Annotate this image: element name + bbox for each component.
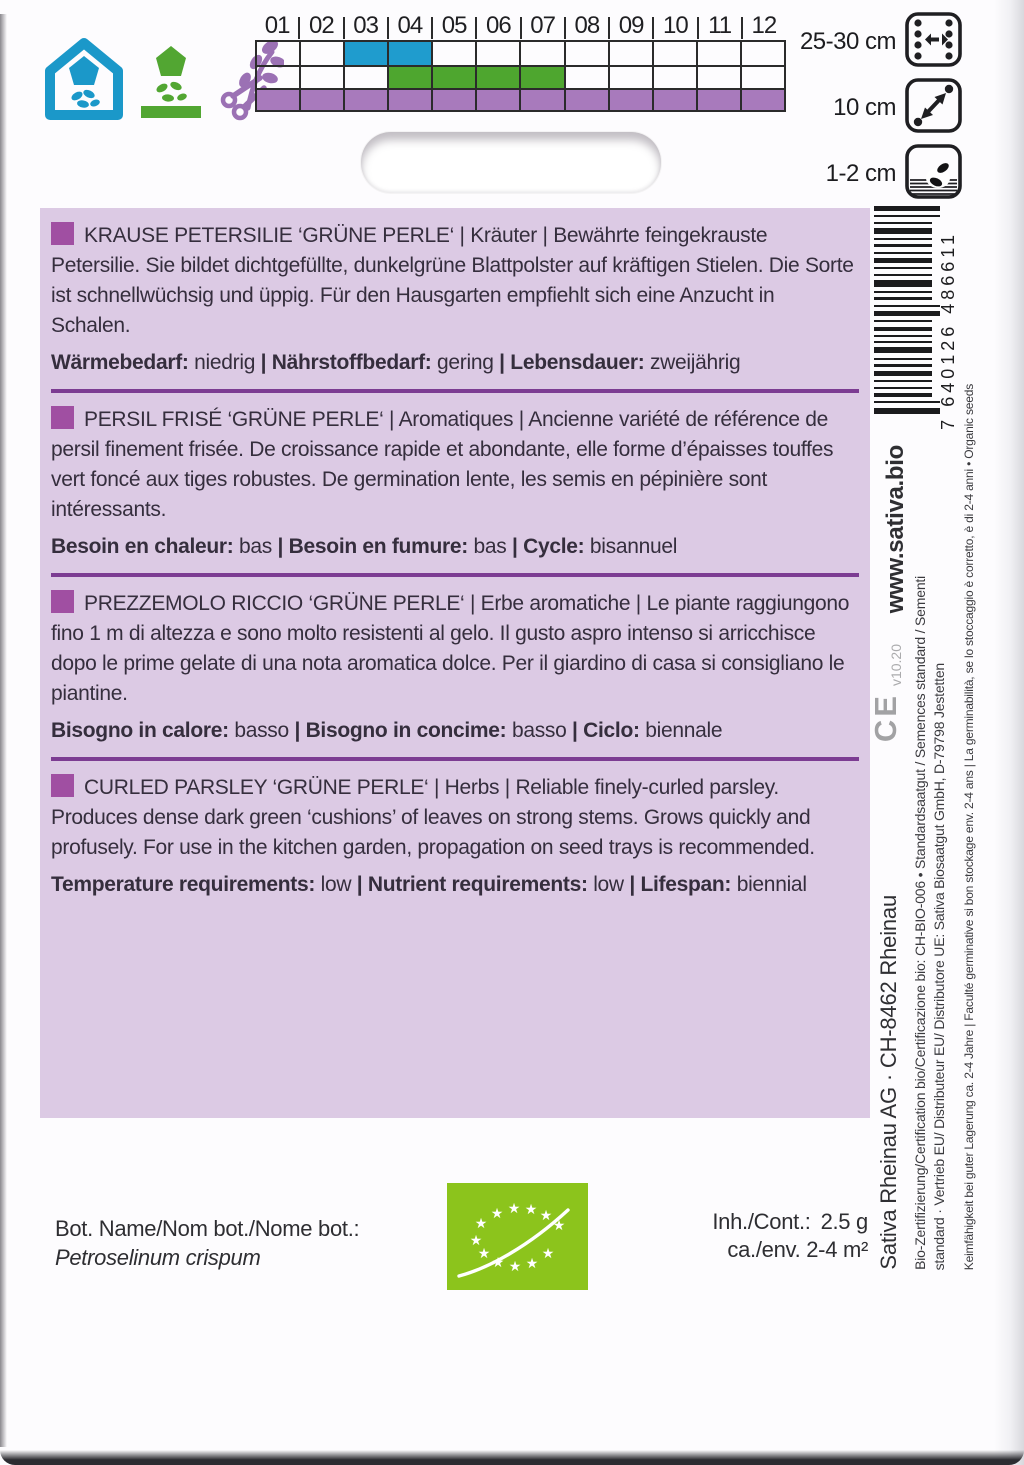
barcode-bar — [874, 228, 932, 234]
calendar-month-label: 02 — [299, 12, 343, 40]
calendar-cell — [742, 67, 784, 88]
calendar-month-label: 11 — [698, 12, 742, 40]
barcode-bar — [874, 222, 932, 224]
lang-section-fr: PERSIL FRISÉ ‘GRÜNE PERLE‘ | Aromatiques | Ancienne variété de référence de persil finement frisée. De croissance rapide et abondante, elle forme d’épaisses touffes vert foncé aux tiges robustes. De germination lente, les semis en pépinière sont intéressants. Besoin en chaleur: bas | Besoin en fumure: bas | Cycle: bisannuel — [51, 405, 859, 561]
section-title: PREZZEMOLO RICCIO ‘GRÜNE PERLE‘ — [84, 592, 465, 615]
section-attributes: Wärmebedarf: niedrig | Nährstoffbedarf: gering | Lebensdauer: zweijährig — [51, 351, 741, 374]
calendar-cell — [257, 67, 301, 88]
calendar-cell — [345, 90, 389, 110]
section-separator — [51, 389, 859, 393]
attribute-value: biennale — [645, 719, 723, 742]
barcode-bar — [874, 297, 932, 300]
attribute-value: basso — [511, 719, 567, 742]
attribute-label: Lifespan: — [640, 873, 732, 896]
calendar-cell — [610, 42, 654, 65]
calendar-row-harvest — [257, 88, 784, 110]
barcode-bar — [874, 244, 932, 247]
company-address: Sativa Rheinau AG · CH-8462 Rheinau — [876, 895, 901, 1270]
barcode-bar — [874, 387, 932, 389]
row-spacing-icon — [905, 12, 962, 72]
svg-text:★: ★ — [524, 1202, 538, 1218]
calendar-cell — [566, 42, 610, 65]
section-body: Bewährte feingekrauste Petersilie. Sie bildet dichtgefüllte, dunkelgrüne Blattpolster auf kräftigen Stielen. Die Sorte ist schnellwüchsig und üppig. Für den Hausgarten empfiehlt sich eine Anzucht in Schalen. — [51, 224, 854, 337]
calendar-cell — [742, 90, 784, 110]
barcode-bar — [874, 393, 932, 397]
barcode-bar — [874, 252, 932, 254]
barcode-bar — [874, 364, 932, 367]
calendar-cell — [698, 42, 742, 65]
calendar-month-label: 05 — [432, 12, 476, 40]
botanical-name: Petroselinum crispum — [55, 1245, 261, 1270]
section-category: Aromatiques — [398, 408, 514, 431]
barcode-bar — [874, 320, 932, 322]
calendar-cell — [257, 42, 301, 65]
calendar-cell — [698, 67, 742, 88]
attribute-label: Nährstoffbedarf: — [271, 351, 432, 374]
attribute-label: Nutrient requirements: — [367, 873, 588, 896]
calendar-cell — [521, 90, 565, 110]
section-separator — [51, 573, 859, 577]
botanical-name-label: Bot. Name/Nom bot./Nome bot.: — [55, 1216, 360, 1241]
section-body: Ancienne variété de référence de persil finement frisée. De croissance rapide et abondante, elle forme d’épaisses touffes vert foncé aux tiges robustes. De germination lente, les semis en pépinière sont intéressants. — [51, 408, 834, 521]
calendar-month-label: 01 — [264, 12, 290, 39]
attribute-value: low — [593, 873, 624, 896]
calendar-cell — [610, 67, 654, 88]
section-body: Reliable finely-curled parsley. Produces dense dark green ‘cushions’ of leaves on strong stems. Grows quickly and profusely. For use in the kitchen garden, propagation on seed trays is recommended. — [51, 776, 815, 859]
calendar-cell — [389, 42, 433, 65]
section-bullet — [51, 406, 74, 429]
sowing-depth-value: 1-2 cm — [825, 160, 896, 187]
plant-spacing-value: 10 cm — [833, 94, 896, 121]
attribute-value: zweijährig — [649, 351, 741, 374]
photo-bottom-edge — [0, 1450, 1024, 1465]
barcode-bar — [874, 280, 932, 287]
calendar-month-label: 12 — [742, 12, 786, 40]
svg-text:★: ★ — [490, 1206, 504, 1222]
section-category: Kräuter — [470, 224, 537, 247]
attribute-value: biennial — [736, 873, 807, 896]
calendar-cell — [257, 90, 301, 110]
barcode-bar — [874, 371, 932, 376]
calendar-cell — [389, 90, 433, 110]
calendar-cell — [433, 67, 477, 88]
barcode-bar — [874, 258, 932, 263]
photo-right-edge — [994, 0, 1024, 1465]
calendar-month-label: 07 — [521, 12, 565, 40]
barcode-bar — [874, 401, 940, 403]
calendar-cell — [742, 42, 784, 65]
hang-hole — [360, 131, 662, 194]
attribute-value: low — [320, 873, 352, 896]
description-panel — [40, 208, 870, 1118]
calendar-cell — [433, 90, 477, 110]
calendar-cell — [521, 67, 565, 88]
calendar-cell — [477, 90, 521, 110]
lang-section-it: PREZZEMOLO RICCIO ‘GRÜNE PERLE‘ | Erbe aromatiche | Le piante raggiungono fino 1 m di altezza e sono molto resistenti al gelo. Il gusto aspro intenso si arricchisce dopo le prime gelate di una nota aromatica dolce. Per il giardino di casa si consigliano le piantine. Bisogno in calore: basso | Bisogno in concime: basso | Ciclo: biennale — [51, 589, 859, 745]
calendar-cell — [654, 42, 698, 65]
sowing-depth — [796, 144, 962, 204]
attribute-label: Bisogno in concime: — [305, 719, 507, 742]
barcode-bar — [874, 238, 932, 240]
ce-version: v10.20 — [888, 643, 904, 686]
svg-text:★: ★ — [507, 1201, 521, 1217]
sowing-depth-icon — [905, 144, 962, 204]
barcode-bar — [874, 267, 932, 269]
calendar-cell — [566, 90, 610, 110]
attribute-value: bas — [239, 535, 272, 558]
content-info — [712, 1208, 868, 1264]
germination-note: Keimfähigkeit bei guter Lagerung ca. 2-4 Jahre | Faculté germinative si bon stockage env. 2-4 ans | La germinabilità, se lo stoccaggio è corretto, è di 2-4 anni • Organic seeds — [962, 383, 976, 1270]
section-title: CURLED PARSLEY ‘GRÜNE PERLE‘ — [84, 776, 429, 799]
barcode-bar — [874, 380, 932, 382]
calendar-cell — [610, 90, 654, 110]
section-separator — [51, 757, 859, 761]
calendar-cell — [301, 42, 345, 65]
barcode-bar — [874, 215, 940, 217]
eu-organic-logo — [447, 1183, 588, 1295]
attribute-label: Cycle: — [523, 535, 585, 558]
calendar-month-label: 03 — [344, 12, 388, 40]
calendar-cell — [345, 42, 389, 65]
calendar-cell — [389, 67, 433, 88]
website-url: www.sativa.bio — [882, 444, 909, 613]
calendar-cell — [654, 67, 698, 88]
section-title: PERSIL FRISÉ ‘GRÜNE PERLE‘ — [84, 408, 384, 431]
attribute-value: basso — [234, 719, 289, 742]
barcode-bar — [874, 311, 940, 316]
plant-spacing-icon — [905, 78, 962, 138]
lang-section-en: CURLED PARSLEY ‘GRÜNE PERLE‘ | Herbs | Reliable finely-curled parsley. Produces dense dark green ‘cushions’ of leaves on strong stems. Grows quickly and profusely. For use in the kitchen garden, propagation on seed trays is recommended. Temperature requirements: low | Nutrient requirements: low | Lifespan: biennial — [51, 773, 859, 899]
section-attributes: Temperature requirements: low | Nutrient requirements: low | Lifespan: biennial — [51, 873, 807, 896]
attribute-label: Ciclo: — [583, 719, 640, 742]
calendar-month-label: 06 — [476, 12, 520, 40]
calendar-cell — [433, 42, 477, 65]
attribute-label: Wärmebedarf: — [51, 351, 189, 374]
coverage-area: ca./env. 2-4 m² — [727, 1237, 868, 1262]
calendar-cell — [654, 90, 698, 110]
barcode-bar — [874, 291, 932, 293]
content-label: Inh./Cont.: — [712, 1209, 811, 1234]
barcode-bar — [874, 327, 932, 331]
svg-text:★: ★ — [469, 1233, 483, 1249]
barcode-bar — [874, 274, 932, 276]
calendar-month-label: 10 — [653, 12, 697, 40]
svg-text:★: ★ — [525, 1256, 539, 1272]
sowing-method-icons — [44, 36, 284, 127]
calendar-month-label: 04 — [388, 12, 432, 40]
certification-line-1: Bio-Zertifizierung/Certification bio/Certificazione bio: CH-BIO-006 • Standardsaatgut / Semences standard / Sementi — [912, 576, 928, 1270]
section-bullet — [51, 590, 74, 613]
calendar-month-label: 09 — [609, 12, 653, 40]
section-attributes: Bisogno in calore: basso | Bisogno in concime: basso | Ciclo: biennale — [51, 719, 723, 742]
calendar-month-label: 08 — [565, 12, 609, 40]
svg-text:★: ★ — [508, 1259, 522, 1275]
attribute-label: Besoin en chaleur: — [51, 535, 234, 558]
barcode-bar — [874, 358, 932, 360]
barcode-number: 7 640126 486611 — [938, 231, 958, 430]
calendar-month-labels — [255, 12, 786, 40]
section-bullet — [51, 774, 74, 797]
attribute-label: Lebensdauer: — [510, 351, 645, 374]
barcode-bar — [874, 408, 940, 414]
calendar-cell — [698, 90, 742, 110]
row-spacing-value: 25-30 cm — [799, 28, 896, 55]
attribute-value: bisannuel — [589, 535, 678, 558]
content-value: 2.5 g — [820, 1209, 868, 1234]
calendar-cell — [301, 90, 345, 110]
barcode-bars — [874, 206, 940, 414]
certification-line-2: standard · Vertrieb EU/ Distributeur EU/ Distributore UE: Sativa Biosaatgut GmbH, D-79798 Jestetten — [931, 662, 947, 1270]
sowing-calendar — [255, 12, 786, 112]
calendar-cell — [345, 67, 389, 88]
section-bullet — [51, 222, 74, 245]
section-category: Erbe aromatiche — [480, 592, 631, 615]
svg-text:★: ★ — [491, 1255, 505, 1271]
calendar-cell — [566, 67, 610, 88]
attribute-value: niedrig — [194, 351, 256, 374]
attribute-label: Temperature requirements: — [51, 873, 316, 896]
barcode-bar — [874, 305, 940, 307]
calendar-row-direct-sowing — [257, 65, 784, 88]
attribute-label: Bisogno in calore: — [51, 719, 229, 742]
calendar-row-indoor-sowing — [257, 40, 784, 65]
barcode-bar — [874, 206, 940, 211]
svg-text:★: ★ — [474, 1216, 488, 1232]
section-attributes: Besoin en chaleur: bas | Besoin en fumure: bas | Cycle: bisannuel — [51, 535, 678, 558]
attribute-label: Besoin en fumure: — [288, 535, 468, 558]
svg-text:★: ★ — [541, 1246, 555, 1262]
barcode-bar — [874, 347, 932, 353]
greenhouse-sowing-icon — [44, 36, 124, 127]
language-sections — [51, 221, 859, 899]
spacing-legend — [796, 12, 962, 210]
calendar-cell — [301, 67, 345, 88]
lang-section-de: KRAUSE PETERSILIE ‘GRÜNE PERLE‘ | Kräuter | Bewährte feingekrauste Petersilie. Sie bildet dichtgefüllte, dunkelgrüne Blattpolster auf kräftigen Stielen. Die Sorte ist schnellwüchsig und üppig. Für den Hausgarten empfiehlt sich eine Anzucht in Schalen. Wärmebedarf: niedrig | Nährstoffbedarf: gering | Lebensdauer: zweijährig — [51, 221, 859, 377]
calendar-cell — [477, 67, 521, 88]
section-category: Herbs — [444, 776, 500, 799]
section-body: Le piante raggiungono fino 1 m di altezza e sono molto resistenti al gelo. Il gusto aspro intenso si arricchisce dopo le prime gelate di una nota aromatica dolce. Per il giardino di casa si consigliano le piantine. — [51, 592, 850, 705]
photo-left-edge — [0, 14, 7, 1447]
barcode-bar — [874, 335, 932, 337]
attribute-value: gering — [437, 351, 494, 374]
row-spacing — [796, 12, 962, 72]
attribute-value: bas — [473, 535, 507, 558]
section-title: KRAUSE PETERSILIE ‘GRÜNE PERLE‘ — [84, 224, 454, 247]
direct-sowing-icon — [140, 36, 202, 127]
svg-text:★: ★ — [539, 1208, 553, 1224]
svg-text:★: ★ — [552, 1218, 566, 1234]
ce-mark: CE — [868, 692, 903, 742]
plant-spacing — [796, 78, 962, 138]
barcode-bar — [874, 341, 932, 343]
calendar-rows — [255, 40, 786, 112]
svg-text:★: ★ — [477, 1246, 491, 1262]
calendar-cell — [477, 42, 521, 65]
calendar-cell — [521, 42, 565, 65]
